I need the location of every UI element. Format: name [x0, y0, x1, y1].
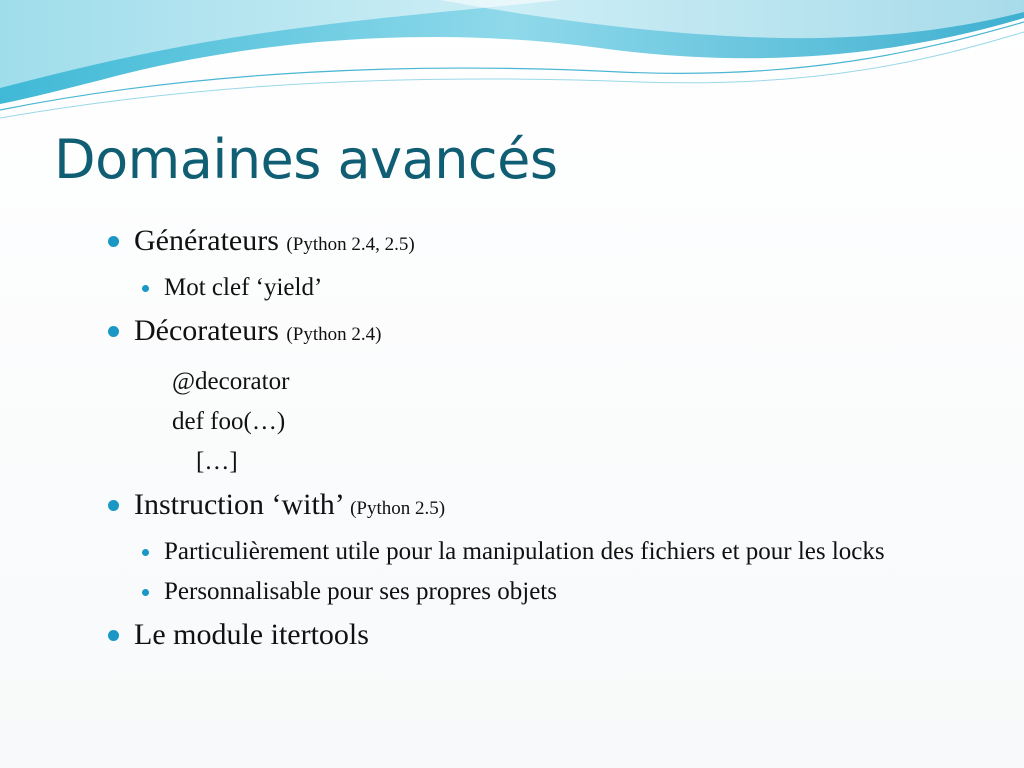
bullet-dot-icon [108, 326, 119, 337]
bullet-dot-icon [108, 630, 119, 641]
slide-title: Domaines avancés [54, 128, 558, 191]
bullet-itertools [108, 616, 988, 654]
code-line: def foo(…) [172, 408, 286, 435]
sub-bullet-dot-icon [142, 549, 149, 556]
sub-bullet-yield [134, 272, 988, 304]
slide-content [108, 222, 988, 662]
code-line: @decorator [172, 368, 290, 395]
sub-bullet-text: Mot clef ‘yield’ [164, 274, 323, 301]
bullet-generateurs [108, 222, 988, 264]
bullet-text: Générateurs [134, 224, 279, 257]
sub-bullet-personnalisable [134, 576, 988, 608]
sub-bullet-fichiers-locks [134, 536, 988, 568]
sub-bullet-text: Personnalisable pour ses propres objets [164, 578, 557, 605]
code-example [172, 362, 988, 482]
bullet-dot-icon [108, 500, 119, 511]
sub-bullet-dot-icon [142, 285, 149, 292]
bullet-text: Instruction ‘with’ [134, 488, 343, 521]
bullet-note: (Python 2.5) [350, 498, 446, 519]
bullet-note: (Python 2.4, 2.5) [286, 234, 415, 255]
decorative-wave-header [0, 0, 1024, 120]
code-line: […] [196, 448, 238, 475]
bullet-decorateurs [108, 312, 988, 354]
sub-bullet-dot-icon [142, 589, 149, 596]
bullet-instruction-with [108, 486, 988, 528]
sub-list-generateurs [134, 272, 988, 304]
sub-list-with [134, 536, 988, 608]
bullet-text: Décorateurs [134, 314, 279, 347]
bullet-dot-icon [108, 236, 119, 247]
sub-bullet-text: Particulièrement utile pour la manipulation des fichiers et pour les locks [164, 538, 885, 565]
bullet-text: Le module itertools [134, 618, 369, 651]
bullet-note: (Python 2.4) [286, 324, 382, 345]
